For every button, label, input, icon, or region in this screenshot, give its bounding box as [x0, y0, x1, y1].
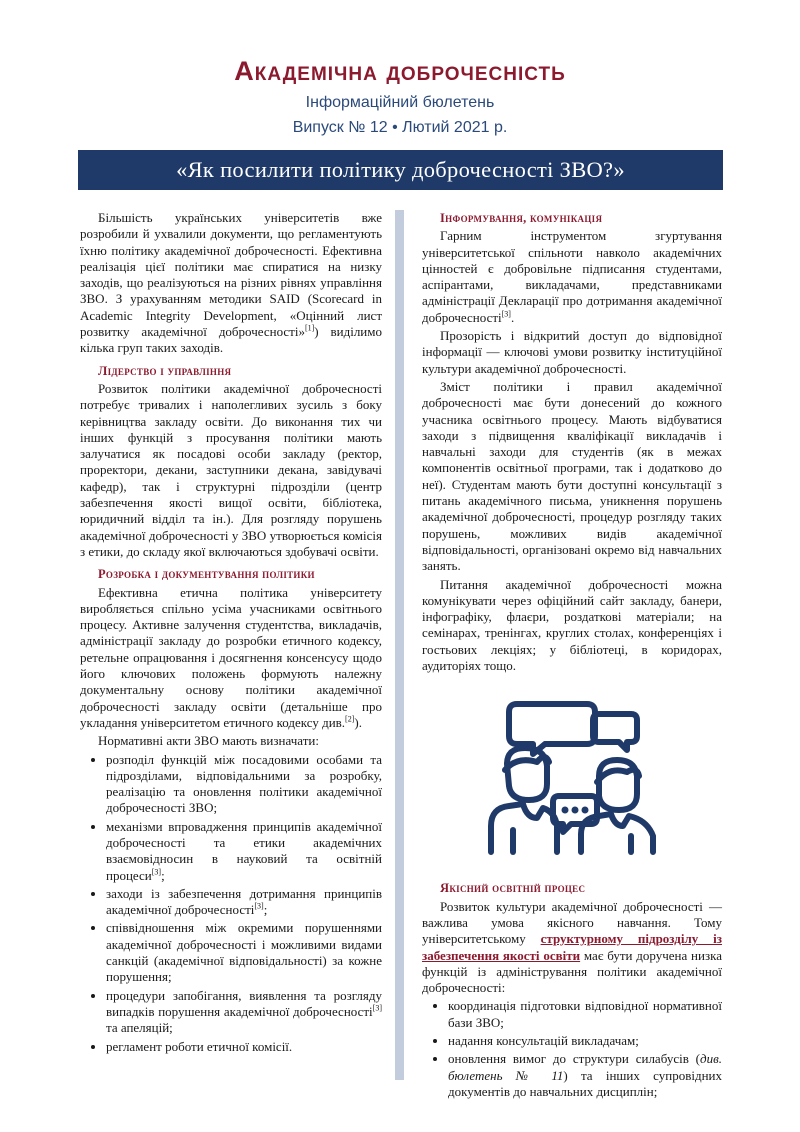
footnote-ref[interactable]: [3]: [501, 309, 511, 319]
two-people-conversation-icon: [487, 700, 657, 856]
list-item: • розподіл функцій між посадовими особами та підрозділами, відповідальними за розробку, реалізацію та оновлення політики академічної доброчесності ЗВО;: [106, 752, 382, 817]
heading-information: Інформування, комунікація: [440, 211, 603, 225]
acts-list: [80, 752, 382, 1055]
heading-quality: Якісний освітній процес: [440, 881, 586, 896]
development-paragraph: Ефективна етична політика університету виробляється спільно усіма учасниками освітнього процесу. Активне залучення студентства, викладачів, адміністрації закладу до розробки етичного кодексу, ретельне опрацювання і досягнення консенсусу щодо його ключових положень формують належну документальну основу політики академічної доброчесності закладу освіти (детальніше про укладання університетом етичного кодексу див.[2]).: [80, 584, 382, 730]
leadership-paragraph: Розвиток політики академічної доброчесності потребує тривалих і наполегливих зусиль з боку керівництва закладу освіти. До виконання тих чи інших функцій з просування політики мають залучатися як посадові особи закладу (ректор, проректори, декани, заступники декана, завідувачі кафедр), так і структурні підрозділи (центр забезпечення якості вищої освіти, бібліотека, юридичний відділ та ін.). Для розгляду порушень академічної доброчесності у ЗВО утворюється комісія з етики, до складу якої включаються здобувачі освіти.: [80, 380, 382, 559]
list-item: • оновлення вимог до структури силабусів (див. бюлетень № 11) та інших супровідних документів до навчальних дисциплін;: [448, 1051, 722, 1100]
issue-info: Випуск № 12 • Лютий 2021 р.: [292, 119, 508, 136]
info-paragraph: Зміст політики і правил академічної доброчесності має бути донесений до кожного учасника освітнього процесу. Мають відбуватися заходи з підвищення кваліфікації викладачів і навчальні заходи для студентів (як в межах компонентів освітньої програми, так і додатково до неї). Студентам мають бути доступні консультації з питань академічного письма, уникнення порушень академічної доброчесності, процедур розгляду таких порушень, можливих видів академічної відповідальності, організовані окремо від навчальних занять.: [422, 378, 722, 574]
acts-intro: Нормативні акти ЗВО мають визначати:: [98, 733, 319, 749]
right-column: [422, 210, 722, 1102]
column-divider: [395, 210, 404, 1080]
footnote-ref[interactable]: [3]: [151, 867, 162, 877]
list-item: • механізми впровадження принципів академічної доброчесності та етики академічних взаємовідносин в науковий та освітній процеси[3];: [106, 819, 382, 884]
bulletin-title: Академічна доброчесність: [234, 56, 566, 86]
quality-unit-link[interactable]: структурному підрозділу із забезпечення якості освіти: [422, 931, 722, 963]
footnote-ref[interactable]: [3]: [372, 1003, 382, 1013]
list-item: • надання консультацій викладачам;: [448, 1033, 722, 1049]
heading-development: Розробка і документування політики: [98, 567, 315, 582]
intro-paragraph: Більшість українських університетів вже розробили й ухвалили документи, що регламентують їхню політику академічної доброчесності. Ефективна реалізація цієї політики має спиратися на низку заходів, що реалізуються на різних рівнях управління ЗВО. З урахуванням методики SAID (Scorecard in Academic Integrity Development, «Оцінний лист розвитку академічної доброчесності»[1]) виділимо кілька груп таких заходів.: [80, 210, 382, 356]
list-item: • регламент роботи етичної комісії.: [106, 1039, 382, 1055]
bulletin-subtitle: Інформаційний бюлетень: [305, 94, 495, 111]
quality-list: [422, 998, 722, 1100]
topic-banner: «Як посилити політику доброчесності ЗВО?»: [78, 150, 723, 190]
footnote-ref[interactable]: [2]: [345, 714, 355, 724]
list-item: • процедури запобігання, виявлення та розгляду випадків порушення академічної доброчесності[3] та апеляцій;: [106, 988, 382, 1037]
list-item: • співвідношення між окремими порушеннями академічної доброчесності і можливими видами санкцій (академічної відповідальності) за кожне порушення;: [106, 920, 382, 985]
footnote-ref[interactable]: [1]: [304, 323, 315, 333]
list-item: • координація підготовки відповідної нормативної бази ЗВО;: [448, 998, 722, 1031]
info-paragraph: Питання академічної доброчесності можна комунікувати через офіційний сайт закладу, банери, інфографіку, флаєри, роздаткові матеріали; на семінарах, тренінгах, круглих столах, конференціях і гостьових лекціях; у бібліотеці, в коридорах, аудиторіях тощо.: [422, 576, 722, 674]
heading-leadership: Лідерство і управління: [98, 363, 232, 378]
info-paragraph: Прозорість і відкритий доступ до відповідної інформації — ключові умови розвитку інституційної культури академічної доброчесності.: [422, 328, 722, 376]
list-item: • заходи із забезпечення дотримання принципів академічної доброчесності[3];: [106, 886, 382, 919]
left-column: [80, 210, 382, 1057]
bulletin-reference: див. бюлетень № 11: [448, 1051, 722, 1083]
footnote-ref[interactable]: [3]: [254, 901, 264, 911]
quality-paragraph: Розвиток культури академічної доброчесності — важлива умова якісного навчання. Тому університетському структурному підрозділу із забезпечення якості освіти має бути доручена низка функцій із адміністрування політики академічної доброчесності:: [422, 898, 722, 996]
info-paragraph: Гарним інструментом згуртування університетської спільноти навколо академічних цінностей є добровільне підписання студентами, аспірантами, викладачами, представниками адміністрації Декларації про дотримання академічної доброчесності[3].: [422, 228, 722, 325]
